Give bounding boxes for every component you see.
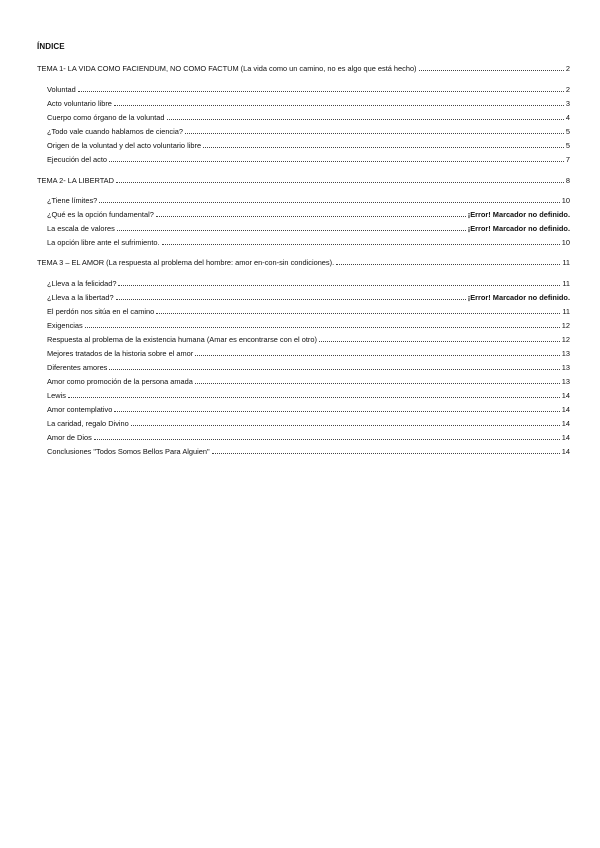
toc-entry-conclusiones[interactable] [47, 446, 570, 457]
dot-leader [156, 216, 466, 217]
toc-entry-page: 14 [561, 391, 570, 400]
toc-entry-perdon[interactable] [47, 306, 570, 317]
toc-entry-tema-3[interactable] [37, 257, 570, 268]
toc-entry-tiene-limites[interactable] [47, 195, 570, 206]
toc-entry-label: TEMA 1- LA VIDA COMO FACIENDUM, NO COMO FACTUM (La vida como un camino, no es algo que está hecho) [37, 64, 417, 73]
dot-leader [118, 285, 560, 286]
toc-entry-respuesta-problema[interactable] [47, 334, 570, 345]
toc-entry-label: ¿Todo vale cuando hablamos de ciencia? [47, 127, 183, 136]
toc-entry-label: Diferentes amores [47, 363, 108, 372]
toc-entry-label: Voluntad [47, 85, 76, 94]
toc-entry-page: 11 [562, 279, 570, 288]
toc-entry-label: TEMA 2- LA LIBERTAD [37, 176, 114, 185]
toc-entry-label: Cuerpo como órgano de la voluntad [47, 113, 165, 122]
toc-entry-amor-de-dios[interactable] [47, 432, 570, 443]
toc-entry-label: La caridad, regalo Divino [47, 419, 129, 428]
toc-entry-label: ¿Qué es la opción fundamental? [47, 210, 154, 219]
toc-entry-label: Amor de Dios [47, 433, 92, 442]
toc-entry-label: Exigencias [47, 321, 83, 330]
toc-entry-todo-vale[interactable] [47, 126, 570, 137]
toc-entry-label: Origen de la voluntad y del acto voluntario libre [47, 141, 202, 150]
toc-entry-label: Respuesta al problema de la existencia humana (Amar es encontrarse con el otro) [47, 335, 317, 344]
toc-entry-cuerpo-organo[interactable] [47, 112, 570, 123]
toc-entry-label: La escala de valores [47, 224, 115, 233]
dot-leader [99, 202, 560, 203]
dot-leader [117, 230, 466, 231]
dot-leader [319, 341, 560, 342]
toc-entry-amor-promocion[interactable] [47, 376, 570, 387]
dot-leader [68, 397, 560, 398]
toc-entry-page: 14 [561, 447, 570, 456]
toc-entry-label: La opción libre ante el sufrimiento. [47, 238, 160, 247]
dot-leader [131, 425, 560, 426]
toc-entry-lleva-felicidad[interactable] [47, 278, 570, 289]
dot-leader [419, 70, 564, 71]
toc-entry-page: 8 [565, 176, 570, 185]
toc-entry-escala-valores[interactable] [47, 223, 570, 234]
dot-leader [109, 369, 559, 370]
toc-entry-page: ¡Error! Marcador no definido. [467, 224, 570, 233]
toc-entry-ejecucion-acto[interactable] [47, 154, 570, 165]
toc-entry-lewis[interactable] [47, 390, 570, 401]
toc-entry-label: El perdón nos sitúa en el camino [47, 307, 155, 316]
toc-entry-page: 12 [561, 335, 570, 344]
dot-leader [78, 91, 564, 92]
toc-entry-page: 14 [561, 433, 570, 442]
toc-title: ÍNDICE [37, 42, 65, 51]
toc-entry-page: 13 [561, 377, 570, 386]
toc-entry-page: ¡Error! Marcador no definido. [467, 293, 570, 302]
toc-entry-page: 12 [561, 321, 570, 330]
dot-leader [94, 439, 560, 440]
toc-entry-page: 14 [561, 419, 570, 428]
toc-entry-page: 13 [561, 363, 570, 372]
dot-leader [156, 313, 560, 314]
dot-leader [203, 147, 564, 148]
toc-entry-label: Lewis [47, 391, 66, 400]
dot-leader [114, 411, 559, 412]
toc-entry-page: 14 [561, 405, 570, 414]
dot-leader [116, 182, 564, 183]
dot-leader [109, 161, 564, 162]
toc-entry-origen-voluntad[interactable] [47, 140, 570, 151]
toc-entry-tema-2[interactable] [37, 175, 570, 186]
toc-entry-label: TEMA 3 – EL AMOR (La respuesta al problema del hombre: amor en-con-sin condiciones). [37, 258, 335, 267]
dot-leader [185, 133, 564, 134]
dot-leader [162, 244, 560, 245]
toc-entry-label: Conclusiones "Todos Somos Bellos Para Alguien" [47, 447, 210, 456]
dot-leader [195, 383, 560, 384]
toc-entry-page: 2 [565, 64, 570, 73]
toc-entry-page: 5 [565, 127, 570, 136]
toc-entry-page: 10 [561, 196, 570, 205]
toc-entry-page: 10 [561, 238, 570, 247]
toc-entry-label: Acto voluntario libre [47, 99, 112, 108]
toc-entry-label: ¿Lleva a la felicidad? [47, 279, 117, 288]
toc-entry-label: Amor como promoción de la persona amada [47, 377, 193, 386]
dot-leader [336, 264, 560, 265]
toc-entry-page: 13 [561, 349, 570, 358]
toc-entry-page: 11 [562, 258, 570, 267]
toc-entry-label: Mejores tratados de la historia sobre el amor [47, 349, 194, 358]
toc-entry-page: 4 [565, 113, 570, 122]
dot-leader [114, 105, 564, 106]
toc-entry-lleva-libertad[interactable] [47, 292, 570, 303]
toc-entry-tema-1[interactable] [37, 63, 570, 74]
toc-entry-opcion-fundamental[interactable] [47, 209, 570, 220]
toc-entry-page: 7 [565, 155, 570, 164]
toc-entry-label: ¿Lleva a la libertad? [47, 293, 114, 302]
toc-entry-caridad[interactable] [47, 418, 570, 429]
toc-entry-label: Ejecución del acto [47, 155, 107, 164]
toc-entry-diferentes-amores[interactable] [47, 362, 570, 373]
toc-entry-label: Amor contemplativo [47, 405, 113, 414]
toc-entry-page: 5 [565, 141, 570, 150]
toc-entry-acto-voluntario-libre[interactable] [47, 98, 570, 109]
dot-leader [167, 119, 564, 120]
toc-entry-voluntad[interactable] [47, 84, 570, 95]
toc-entry-label: ¿Tiene límites? [47, 196, 98, 205]
toc-entry-page: ¡Error! Marcador no definido. [467, 210, 570, 219]
toc-entry-amor-contemplativo[interactable] [47, 404, 570, 415]
toc-entry-page: 3 [565, 99, 570, 108]
toc-entry-page: 11 [562, 307, 570, 316]
dot-leader [116, 299, 466, 300]
dot-leader [212, 453, 560, 454]
toc-entry-mejores-tratados[interactable] [47, 348, 570, 359]
dot-leader [195, 355, 560, 356]
toc-entry-exigencias[interactable] [47, 320, 570, 331]
toc-entry-page: 2 [565, 85, 570, 94]
toc-entry-opcion-libre-sufrimiento[interactable] [47, 237, 570, 248]
dot-leader [85, 327, 560, 328]
